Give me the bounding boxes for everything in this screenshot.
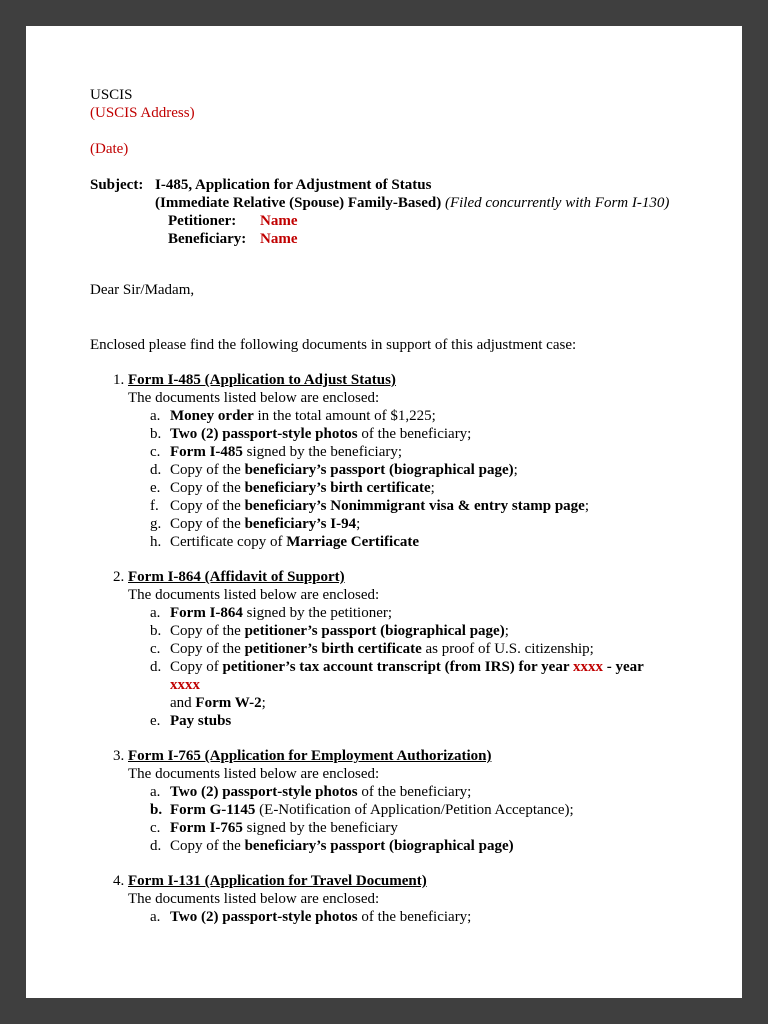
text-segment: Two (2) passport-style photos bbox=[170, 909, 358, 925]
section-heading bbox=[113, 371, 676, 389]
enclosure-item bbox=[150, 783, 676, 801]
item-letter: a. bbox=[150, 909, 161, 925]
beneficiary-label: Beneficiary: bbox=[168, 231, 247, 247]
item-text bbox=[170, 658, 676, 712]
section-heading bbox=[113, 568, 676, 586]
enclosure-item bbox=[150, 837, 676, 855]
item-letter: a. bbox=[150, 605, 161, 621]
item-text bbox=[170, 497, 676, 515]
section-number: 2. bbox=[113, 569, 125, 585]
item-text bbox=[170, 604, 676, 622]
enclosure-item bbox=[150, 658, 676, 712]
enclosure-item bbox=[150, 908, 676, 926]
beneficiary-name: Name bbox=[260, 231, 298, 247]
intro-line: Enclosed please find the following documents in support of this adjustment case: bbox=[90, 337, 577, 353]
subject-line-2 bbox=[155, 194, 676, 212]
section-subtitle: The documents listed below are enclosed: bbox=[128, 891, 380, 907]
text-segment: Form I-485 bbox=[170, 444, 243, 460]
enclosure-item bbox=[150, 425, 676, 443]
text-segment: ; bbox=[584, 498, 589, 514]
text-segment: Copy of the bbox=[170, 498, 245, 514]
text-segment: beneficiary’s passport (biographical page) bbox=[244, 462, 514, 478]
beneficiary-row bbox=[168, 230, 676, 248]
text-segment: of the beneficiary; bbox=[357, 784, 472, 800]
item-text bbox=[170, 533, 676, 551]
section-number: 4. bbox=[113, 873, 125, 889]
text-segment: xxxx bbox=[572, 659, 603, 675]
text-segment: Form I-765 bbox=[170, 820, 243, 836]
text-segment: Two (2) passport-style photos bbox=[170, 426, 358, 442]
subject-title: I-485, Application for Adjustment of Status bbox=[155, 177, 432, 193]
document-section bbox=[113, 872, 676, 926]
section-title: Form I-485 (Application to Adjust Status) bbox=[128, 372, 396, 388]
item-text bbox=[170, 801, 676, 819]
text-segment: of the beneficiary; bbox=[357, 909, 472, 925]
petitioner-label: Petitioner: bbox=[168, 213, 237, 229]
sender-name: USCIS bbox=[90, 87, 133, 103]
enclosure-list bbox=[90, 371, 676, 926]
subject-line-1 bbox=[90, 176, 676, 194]
sender-address: (USCIS Address) bbox=[90, 105, 195, 121]
section-subtitle: The documents listed below are enclosed: bbox=[128, 766, 380, 782]
item-text bbox=[170, 712, 676, 730]
text-segment: Pay stubs bbox=[170, 713, 232, 729]
section-title: Form I-131 (Application for Travel Document) bbox=[128, 873, 427, 889]
enclosure-item bbox=[150, 533, 676, 551]
enclosure-item bbox=[150, 461, 676, 479]
item-text bbox=[170, 622, 676, 640]
enclosure-item bbox=[150, 479, 676, 497]
text-segment: - year bbox=[602, 659, 644, 675]
salutation: Dear Sir/Madam, bbox=[90, 282, 195, 298]
item-letter: d. bbox=[150, 659, 162, 675]
text-segment: (E-Notification of Application/Petition Acceptance); bbox=[255, 802, 574, 818]
item-letter: a. bbox=[150, 784, 161, 800]
text-segment: Copy of the bbox=[170, 641, 245, 657]
text-segment: ; bbox=[504, 623, 509, 639]
petitioner-row bbox=[168, 212, 676, 230]
text-segment: Two (2) passport-style photos bbox=[170, 784, 358, 800]
document-page bbox=[26, 26, 742, 998]
subject-concurrent-note: (Filed concurrently with Form I-130) bbox=[444, 195, 670, 211]
item-text bbox=[170, 783, 676, 801]
text-segment: signed by the petitioner; bbox=[242, 605, 393, 621]
enclosure-item bbox=[150, 407, 676, 425]
text-segment: beneficiary’s I-94 bbox=[244, 516, 357, 532]
item-letter: c. bbox=[150, 820, 161, 836]
enclosure-item bbox=[150, 515, 676, 533]
text-segment: Copy of the bbox=[170, 480, 245, 496]
text-segment: in the total amount of $1,225; bbox=[253, 408, 436, 424]
section-title: Form I-864 (Affidavit of Support) bbox=[128, 569, 345, 585]
item-text bbox=[170, 819, 676, 837]
text-segment: Form G-1145 bbox=[170, 802, 256, 818]
text-segment: Marriage Certificate bbox=[286, 534, 420, 550]
document-section bbox=[113, 747, 676, 855]
text-segment: beneficiary’s Nonimmigrant visa & entry stamp page bbox=[244, 498, 585, 514]
item-letter: h. bbox=[150, 534, 162, 550]
item-text bbox=[170, 515, 676, 533]
section-heading bbox=[113, 872, 676, 890]
enclosure-item bbox=[150, 443, 676, 461]
item-text bbox=[170, 640, 676, 658]
enclosure-item bbox=[150, 497, 676, 515]
enclosure-item bbox=[150, 819, 676, 837]
item-letter: b. bbox=[150, 623, 162, 639]
text-segment: ; bbox=[430, 480, 435, 496]
text-segment: beneficiary’s passport (biographical page) bbox=[244, 838, 514, 854]
item-letter: a. bbox=[150, 408, 161, 424]
item-letter: c. bbox=[150, 641, 161, 657]
subject-subtitle: (Immediate Relative (Spouse) Family-Based) bbox=[155, 195, 442, 211]
text-segment: Form W-2 bbox=[195, 695, 262, 711]
subject-block bbox=[90, 176, 676, 248]
text-segment: and bbox=[170, 695, 196, 711]
item-text bbox=[170, 908, 676, 926]
text-segment: Form I-864 bbox=[170, 605, 243, 621]
text-segment: of the beneficiary; bbox=[357, 426, 472, 442]
item-letter: b. bbox=[150, 802, 163, 818]
item-letter: b. bbox=[150, 426, 162, 442]
item-text bbox=[170, 407, 676, 425]
item-text bbox=[170, 425, 676, 443]
subject-label: Subject: bbox=[90, 177, 144, 193]
sender-block bbox=[90, 86, 676, 122]
text-segment: petitioner’s tax account transcript (from IRS) for year bbox=[222, 659, 573, 675]
petitioner-name: Name bbox=[260, 213, 298, 229]
enclosure-item bbox=[150, 622, 676, 640]
text-segment: Copy of the bbox=[170, 623, 245, 639]
text-segment: signed by the beneficiary bbox=[242, 820, 398, 836]
item-letter: f. bbox=[150, 498, 159, 514]
text-segment: Copy of bbox=[170, 659, 223, 675]
item-text bbox=[170, 479, 676, 497]
text-segment: Copy of the bbox=[170, 838, 245, 854]
text-segment: xxxx bbox=[170, 677, 200, 693]
section-number: 1. bbox=[113, 372, 125, 388]
text-segment: ; bbox=[513, 462, 518, 478]
text-segment: ; bbox=[261, 695, 266, 711]
text-segment: as proof of U.S. citizenship; bbox=[421, 641, 594, 657]
text-segment: petitioner’s passport (biographical page) bbox=[244, 623, 505, 639]
text-segment: Copy of the bbox=[170, 462, 245, 478]
item-letter: d. bbox=[150, 462, 162, 478]
item-text bbox=[170, 443, 676, 461]
text-segment: petitioner’s birth certificate bbox=[244, 641, 422, 657]
section-subtitle: The documents listed below are enclosed: bbox=[128, 390, 380, 406]
text-segment: beneficiary’s birth certificate bbox=[244, 480, 431, 496]
item-letter: d. bbox=[150, 838, 162, 854]
enclosure-item bbox=[150, 801, 676, 819]
date-line: (Date) bbox=[90, 141, 129, 157]
item-text bbox=[170, 837, 676, 855]
text-segment: Certificate copy of bbox=[170, 534, 287, 550]
section-subtitle: The documents listed below are enclosed: bbox=[128, 587, 380, 603]
item-text bbox=[170, 461, 676, 479]
document-section bbox=[113, 371, 676, 551]
enclosure-item bbox=[150, 712, 676, 730]
text-segment: ; bbox=[356, 516, 361, 532]
enclosure-item bbox=[150, 640, 676, 658]
document-section bbox=[113, 568, 676, 730]
enclosure-item bbox=[150, 604, 676, 622]
text-segment: Money order bbox=[170, 408, 254, 424]
section-number: 3. bbox=[113, 748, 125, 764]
item-letter: c. bbox=[150, 444, 161, 460]
section-title: Form I-765 (Application for Employment Authorization) bbox=[128, 748, 492, 764]
section-heading bbox=[113, 747, 676, 765]
item-letter: e. bbox=[150, 480, 161, 496]
text-segment: signed by the beneficiary; bbox=[242, 444, 403, 460]
text-segment: Copy of the bbox=[170, 516, 245, 532]
item-letter: g. bbox=[150, 516, 162, 532]
item-letter: e. bbox=[150, 713, 161, 729]
